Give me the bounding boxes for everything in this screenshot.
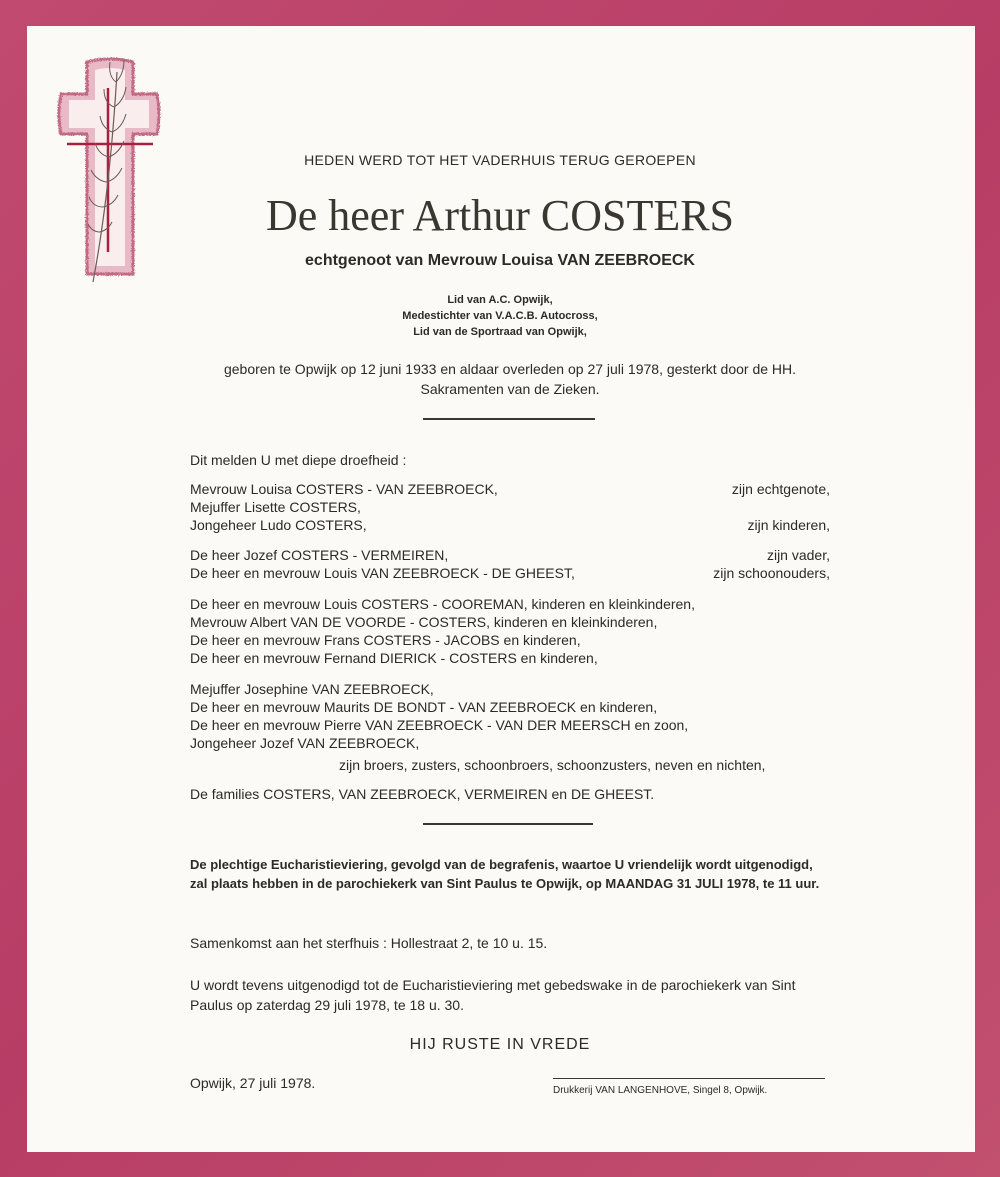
family-intro: Dit melden U met diepe droefheid : xyxy=(190,452,407,468)
family-member: De heer Jozef COSTERS - VERMEIREN, xyxy=(190,547,449,563)
spouse-line: echtgenoot van Mevrouw Louisa VAN ZEEBROECK xyxy=(305,252,695,269)
family-relation: zijn vader, xyxy=(766,547,830,563)
family-line: De heer en mevrouw Louis COSTERS - COOREMAN, kinderen en kleinkinderen, xyxy=(190,596,695,612)
vigil-text: U wordt tevens uitgenodigd tot de Eucharistieviering met gebedswake in de parochiekerk van Sint Paulus op zaterdag 29 juli 1978, te 18 u. 30. xyxy=(190,977,796,1013)
meeting-text: Samenkomst aan het sterfhuis : Hollestraat 2, te 10 u. 15. xyxy=(190,935,548,951)
family-row xyxy=(190,546,830,565)
family-member: De heer en mevrouw Louis VAN ZEEBROECK - DE GHEEST, xyxy=(190,565,575,581)
family-relation: zijn kinderen, xyxy=(747,517,830,533)
family-member: Mevrouw Louisa COSTERS - VAN ZEEBROECK, xyxy=(190,481,498,497)
funeral-service-text: De plechtige Eucharistieviering, gevolgd van de begrafenis, waartoe U vriendelijk wordt uitgenodigd, zal plaats hebben in de parochiekerk van Sint Paulus te Opwijk, op MAANDAG 31 JULI 1978, te 11 uur. xyxy=(190,857,820,891)
membership-line: Lid van A.C. Opwijk, xyxy=(447,294,553,306)
family-row xyxy=(190,480,830,499)
announcement-heading: HEDEN WERD TOT HET VADERHUIS TERUG GEROEPEN xyxy=(304,152,696,168)
family-relation: zijn echtgenote, xyxy=(731,481,830,497)
family-line: De heer en mevrouw Pierre VAN ZEEBROECK - VAN DER MEERSCH en zoon, xyxy=(190,717,689,733)
family-line: Mevrouw Albert VAN DE VOORDE - COSTERS, kinderen en kleinkinderen, xyxy=(190,614,658,630)
family-row xyxy=(190,516,830,535)
divider xyxy=(423,418,595,420)
families-line: De families COSTERS, VAN ZEEBROECK, VERMEIREN en DE GHEEST. xyxy=(190,786,655,802)
family-member: Jongeheer Ludo COSTERS, xyxy=(190,517,367,533)
family-line: Mejuffer Josephine VAN ZEEBROECK, xyxy=(190,681,434,697)
family-member: Mejuffer Lisette COSTERS, xyxy=(190,499,361,515)
memberships xyxy=(0,292,1000,340)
family-row xyxy=(190,498,830,517)
deceased-name: De heer Arthur COSTERS xyxy=(265,191,735,240)
family-relation: zijn broers, zusters, schoonbroers, schoonzusters, neven en nichten, xyxy=(339,757,766,773)
family-relation: zijn schoonouders, xyxy=(713,565,830,581)
family-row xyxy=(190,564,830,583)
family-line: Jongeheer Jozef VAN ZEEBROECK, xyxy=(190,735,420,751)
rest-in-peace: HIJ RUSTE IN VREDE xyxy=(409,1036,591,1053)
place-date: Opwijk, 27 juli 1978. xyxy=(190,1075,316,1091)
divider xyxy=(423,823,593,825)
family-line: De heer en mevrouw Maurits DE BONDT - VAN ZEEBROECK en kinderen, xyxy=(190,699,658,715)
birth-death-statement: geboren te Opwijk op 12 juni 1933 en aldaar overleden op 27 juli 1978, gesterkt door de HH. Sakramenten van de Zieken. xyxy=(223,361,797,397)
membership-line: Medestichter van V.A.C.B. Autocross, xyxy=(402,310,598,322)
membership-line: Lid van de Sportraad van Opwijk, xyxy=(413,326,587,338)
printer-credit: Drukkerij VAN LANGENHOVE, Singel 8, Opwijk. xyxy=(553,1085,768,1096)
printer-divider xyxy=(553,1078,825,1079)
family-line: De heer en mevrouw Frans COSTERS - JACOBS en kinderen, xyxy=(190,632,581,648)
family-line: De heer en mevrouw Fernand DIERICK - COSTERS en kinderen, xyxy=(190,650,598,666)
